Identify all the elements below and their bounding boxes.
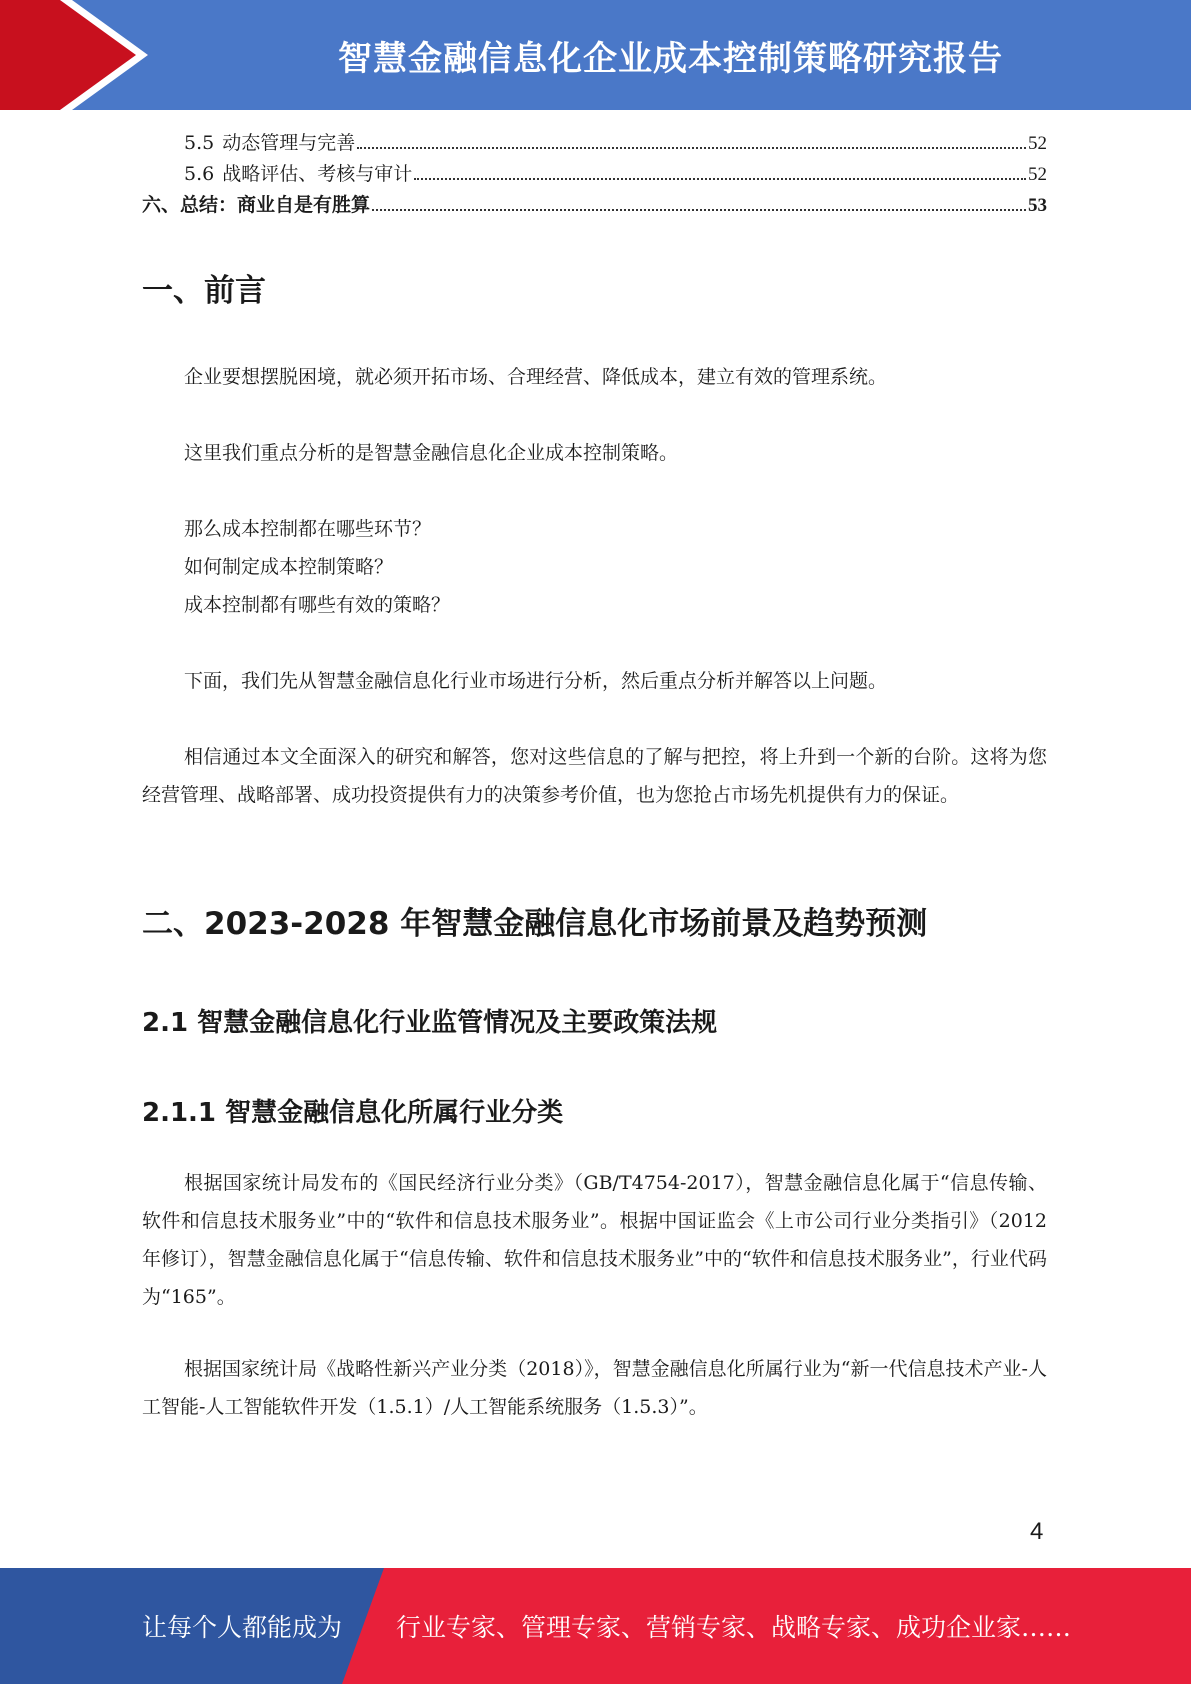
question-item: 那么成本控制都在哪些环节？ xyxy=(184,518,432,540)
toc-leader-dots xyxy=(357,147,1026,149)
toc-page: 52 xyxy=(1028,133,1047,154)
subsection-heading: 2.1 智慧金融信息化行业监管情况及主要政策法规 xyxy=(142,1008,718,1038)
question-item: 如何制定成本控制策略？ xyxy=(184,556,394,578)
table-of-contents xyxy=(142,128,1047,221)
question-item: 成本控制都有哪些有效的策略？ xyxy=(184,594,451,616)
subsection-heading: 2.1.1 智慧金融信息化所属行业分类 xyxy=(142,1098,564,1128)
section-heading-market: 二、2023-2028 年智慧金融信息化市场前景及趋势预测 xyxy=(142,906,928,942)
paragraph: 企业要想摆脱困境，就必须开拓市场、合理经营、降低成本，建立有效的管理系统。 xyxy=(184,366,888,388)
question-list xyxy=(184,510,450,624)
paragraph: 下面，我们先从智慧金融信息化行业市场进行分析，然后重点分析并解答以上问题。 xyxy=(184,670,888,692)
footer-slogan-left: 让每个人都能成为 xyxy=(142,1613,343,1642)
footer-slogan-right: 行业专家、管理专家、营销专家、战略专家、成功企业家…… xyxy=(396,1613,1072,1642)
toc-row[interactable] xyxy=(142,159,1047,190)
toc-number: 5.5 xyxy=(184,132,215,154)
paragraph: 相信通过本文全面深入的研究和解答，您对这些信息的了解与把控，将上升到一个新的台阶。这将为您经营管理、战略部署、成功投资提供有力的决策参考价值，也为您抢占市场先机提供有力的保证。 xyxy=(142,746,1047,806)
toc-label: 六、总结：商业自是有胜算 xyxy=(142,194,371,216)
toc-leader-dots xyxy=(414,178,1026,180)
toc-page: 53 xyxy=(1028,195,1047,216)
page-footer xyxy=(0,1568,1191,1684)
page-number: 4 xyxy=(1030,1518,1044,1545)
toc-label: 动态管理与完善 xyxy=(222,132,356,154)
toc-row[interactable] xyxy=(142,190,1047,221)
paragraph: 这里我们重点分析的是智慧金融信息化企业成本控制策略。 xyxy=(184,442,679,464)
page-header xyxy=(0,0,1191,110)
toc-number: 5.6 xyxy=(184,163,215,185)
header-chevron-icon xyxy=(0,0,160,110)
toc-row[interactable] xyxy=(142,128,1047,159)
toc-leader-dots xyxy=(372,209,1026,211)
paragraph: 根据国家统计局发布的《国民经济行业分类》（GB/T4754-2017），智慧金融信息化属于“信息传输、软件和信息技术服务业”中的“软件和信息技术服务业”。根据中国证监会《上市公司行业分类指引》（2012 年修订），智慧金融信息化属于“信息传输、软件和信息技术服务业”中的“软件和信息技术服务业”，行业代码为“165”。 xyxy=(142,1172,1047,1308)
report-title: 智慧金融信息化企业成本控制策略研究报告 xyxy=(338,38,1003,79)
toc-page: 52 xyxy=(1028,164,1047,185)
toc-label: 战略评估、考核与审计 xyxy=(222,163,413,185)
paragraph: 根据国家统计局《战略性新兴产业分类（2018）》，智慧金融信息化所属行业为“新一代信息技术产业-人工智能-人工智能软件开发（1.5.1）/人工智能系统服务（1.5.3）”。 xyxy=(142,1358,1047,1418)
section-heading-preface: 一、前言 xyxy=(142,273,266,309)
